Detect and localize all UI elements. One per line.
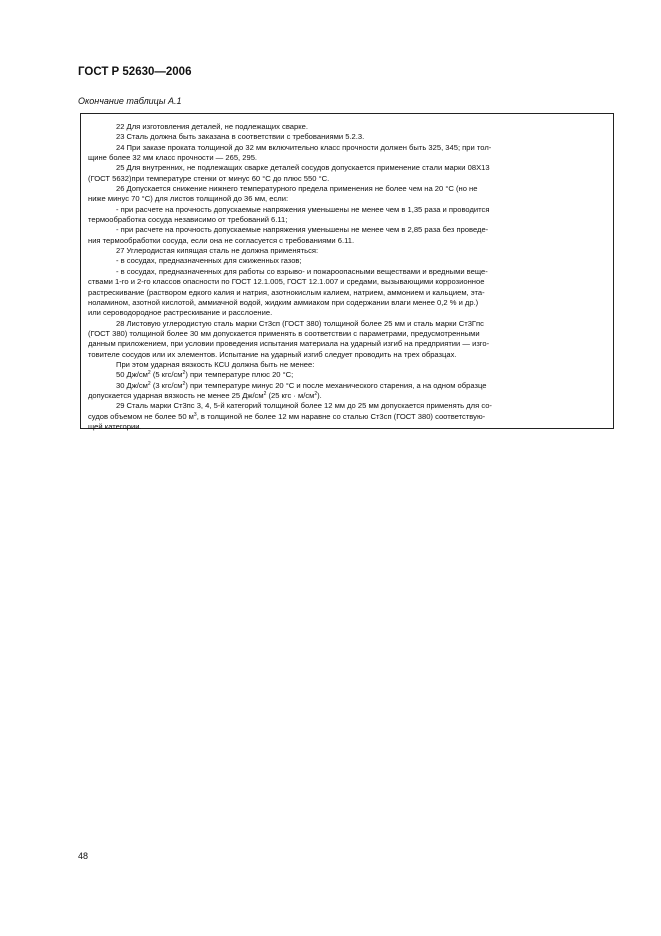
note-line: 24 При заказе проката толщиной до 32 мм включительно класс прочности должен быть 325, 345; при тол-: [116, 142, 492, 152]
table-notes-box: [80, 113, 614, 429]
note-line: ния термообработки сосуда, если она не согласуется с требованиями 6.11.: [88, 235, 355, 245]
text-segment: 50 Дж/см: [116, 370, 148, 380]
note-line: 29 Сталь марки Ст3пс 3, 4, 5-й категорий толщиной более 12 мм до 25 мм допускается применять для со-: [116, 401, 492, 411]
note-line: При этом ударная вязкость КCU должна быть не менее:: [116, 359, 315, 369]
note-line: [88, 412, 607, 422]
note-line: [88, 370, 607, 380]
standard-code-header: ГОСТ Р 52630—2006: [78, 66, 192, 78]
text-segment: ).: [317, 390, 322, 400]
note-line: 22 Для изготовления деталей, не подлежащих сварке.: [116, 122, 308, 131]
note-line: товителе сосудов или их элементов. Испытание на ударный изгиб следует проводить на трех образцах.: [88, 349, 457, 359]
note-line: термообработка сосуда независимо от требований 6.11;: [88, 215, 288, 225]
note-line: [88, 381, 607, 391]
text-segment: (25 кгс · м/см: [266, 390, 315, 400]
superscript: 2: [147, 380, 151, 387]
superscript: 2: [147, 370, 151, 377]
note-line: 23 Сталь должна быть заказана в соответствии с требованиями 5.2.3.: [116, 132, 365, 142]
note-line: [88, 391, 607, 401]
note-line: 26 Допускается снижение нижнего температурного предела применения не более чем на 20 °С (но не: [116, 184, 478, 194]
note-line: 27 Углеродистая кипящая сталь не должна применяться:: [116, 246, 319, 256]
note-line: - в сосудах, предназначенных для сжиженных газов;: [116, 256, 302, 266]
superscript: 2: [182, 370, 186, 377]
note-line: (ГОСТ 5632)при температуре стенки от минус 60 °С до плюс 550 °С.: [88, 173, 330, 183]
page-number: 48: [78, 851, 89, 861]
text-segment: судов объемом не более 50 м: [88, 411, 194, 421]
note-line: данным приложением, при условии проведения испытания материала на ударный изгиб на предприятии — изго-: [88, 339, 490, 349]
table-continuation-caption: Окончание таблицы А.1: [78, 96, 182, 106]
note-line: щине более 32 мм класс прочности — 265, 295.: [88, 153, 258, 163]
text-segment: (3 кгс/см: [150, 380, 183, 390]
text-segment: , в толщиной не более 12 мм наравне со сталью Ст3сп (ГОСТ 380) соответствую-: [196, 411, 486, 421]
superscript: 2: [263, 390, 267, 397]
superscript: 2: [182, 380, 186, 387]
note-line: - при расчете на прочность допускаемые напряжения уменьшены не менее чем в 1,35 раза и проводится: [116, 204, 490, 214]
text-segment: (5 кгс/см: [150, 370, 183, 380]
superscript: 2: [314, 390, 318, 397]
superscript: 3: [193, 411, 197, 418]
note-line: 25 Для внутренних, не подлежащих сварке деталей сосудов допускается применение стали марки 08Х13: [116, 163, 490, 173]
note-line: щей категории.: [88, 421, 142, 431]
note-line: (ГОСТ 380) толщиной более 30 мм допускается применять в соответствии с параметрами, предусмотренными: [88, 328, 480, 338]
text-segment: ) при температуре минус 20 °С и после механического старения, а на одном образце: [185, 380, 487, 390]
text-segment: ) при температуре плюс 20 °С;: [185, 370, 294, 380]
note-line: растрескивание (раствором едкого калия и натрия, азотнокислым калием, натрием, аммонием и кальцием, эта-: [88, 287, 485, 297]
note-line: - в сосудах, предназначенных для работы со взрыво- и пожароопасными веществами и вредными веще-: [116, 266, 488, 276]
note-line: или сероводородное растрескивание и расслоение.: [88, 308, 273, 318]
note-line: ноламином, азотной кислотой, аммиачной водой, жидким аммиаком при содержании влаги менее 0,2 % и др.): [88, 297, 479, 307]
text-segment: 30 Дж/см: [116, 380, 148, 390]
note-line: ствами 1-го и 2-го классов опасности по ГОСТ 12.1.005, ГОСТ 12.1.007 и средами, вызывающими коррозионное: [88, 277, 485, 287]
note-line: ниже минус 70 °С) для листов толщиной до 36 мм, если:: [88, 194, 289, 204]
note-line: 28 Листовую углеродистую сталь марки Ст3сп (ГОСТ 380) толщиной более 25 мм и сталь марки Ст3Гпс: [116, 318, 484, 328]
note-line: - при расчете на прочность допускаемые напряжения уменьшены не менее чем в 2,85 раза без проведе-: [116, 225, 489, 235]
text-segment: допускается ударная вязкость не менее 25 Дж/см: [88, 390, 264, 400]
